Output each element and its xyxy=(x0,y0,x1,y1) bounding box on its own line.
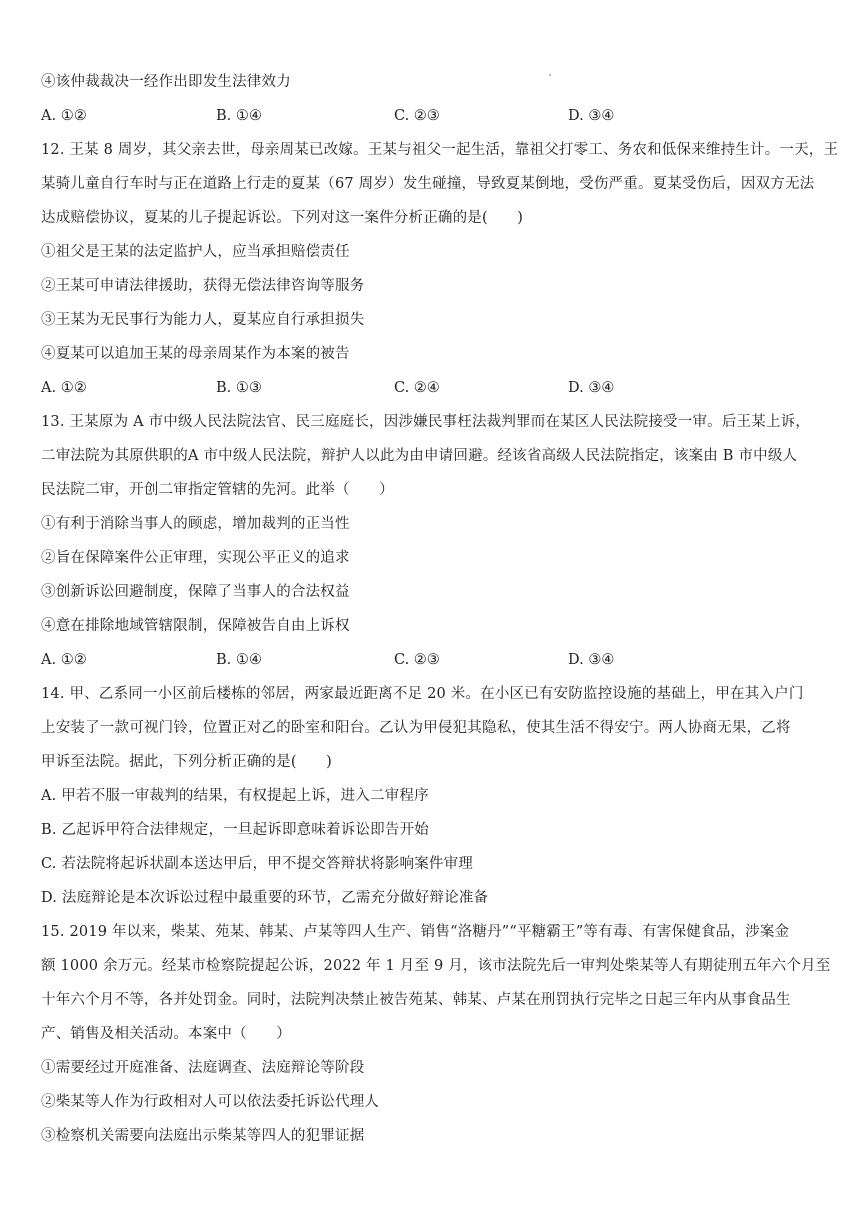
q13-statement-2: ②旨在保障案件公正审理，实现公平正义的追求 xyxy=(41,550,350,566)
q13-stem-line-3: 民法院二审，开创二审指定管辖的先河。此举（ ） xyxy=(41,482,394,498)
q11-option-d: D. ③④ xyxy=(568,108,615,124)
q15-statement-2: ②柴某等人作为行政相对人可以依法委托诉讼代理人 xyxy=(41,1094,380,1110)
q15-stem-line-4: 产、销售及相关活动。本案中（ ） xyxy=(41,1026,291,1042)
q12-option-c: C. ②④ xyxy=(394,380,440,396)
q14-choice-a: A. 甲若不服一审裁判的结果，有权提起上诉，进入二审程序 xyxy=(41,788,429,804)
q13-option-c: C. ②③ xyxy=(394,652,440,668)
q13-statement-3: ③创新诉讼回避制度，保障了当事人的合法权益 xyxy=(41,584,350,600)
q15-stem-line-1: 15. 2019 年以来，柴某、苑某、韩某、卢某等四人生产、销售“洛糖丹”“平糖霸王”等有毒、有害保健食品，涉案金 xyxy=(41,924,790,940)
q12-stem-line-3: 达成赔偿协议，夏某的儿子提起诉讼。下列对这一案件分析正确的是( ) xyxy=(41,210,524,226)
q13-option-b: B. ①④ xyxy=(216,652,262,668)
q13-stem-line-1: 13. 王某原为 A 市中级人民法院法官、民三庭庭长，因涉嫌民事枉法裁判罪而在某区人民法院接受一审。后王某上诉， xyxy=(41,414,811,430)
q12-stem-line-1: 12. 王某 8 周岁，其父亲去世，母亲周某已改嫁。王某与祖父一起生活，靠祖父打零工、务农和低保来维持生计。一天，王 xyxy=(41,142,839,158)
q13-option-a: A. ①② xyxy=(41,652,87,668)
q12-option-a: A. ①② xyxy=(41,380,87,396)
q12-statement-1: ①祖父是王某的法定监护人，应当承担赔偿责任 xyxy=(41,244,350,260)
q14-choice-b: B. 乙起诉甲符合法律规定，一旦起诉即意味着诉讼即告开始 xyxy=(41,822,429,838)
q11-option-b: B. ①④ xyxy=(216,108,262,124)
q12-options xyxy=(41,378,821,398)
q11-options xyxy=(41,106,821,126)
q11-statement-4: ④该仲裁裁决一经作出即发生法律效力 xyxy=(41,74,291,90)
q14-stem-line-1: 14. 甲、乙系同一小区前后楼栋的邻居，两家最近距离不足 20 米。在小区已有安防监控设施的基础上，甲在其入户门 xyxy=(41,686,804,702)
q12-option-d: D. ③④ xyxy=(568,380,615,396)
q13-statement-1: ①有利于消除当事人的顾虑，增加裁判的正当性 xyxy=(41,516,350,532)
q14-choice-d: D. 法庭辩论是本次诉讼过程中最重要的环节，乙需充分做好辩论准备 xyxy=(41,890,489,906)
q15-statement-3: ③检察机关需要向法庭出示柴某等四人的犯罪证据 xyxy=(41,1128,365,1144)
q13-statement-4: ④意在排除地域管辖限制，保障被告自由上诉权 xyxy=(41,618,350,634)
q12-stem-line-2: 某骑儿童自行车时与正在道路上行走的夏某（67 周岁）发生碰撞，导致夏某倒地，受伤严重。夏某受伤后，因双方无法 xyxy=(41,176,815,192)
q15-statement-1: ①需要经过开庭准备、法庭调查、法庭辩论等阶段 xyxy=(41,1060,365,1076)
q12-option-b: B. ①③ xyxy=(216,380,262,396)
q12-statement-3: ③王某为无民事行为能力人，夏某应自行承担损失 xyxy=(41,312,365,328)
q14-stem-line-3: 甲诉至法院。据此，下列分析正确的是( ) xyxy=(41,754,333,770)
q13-option-d: D. ③④ xyxy=(568,652,615,668)
q15-stem-line-3: 十年六个月不等，各并处罚金。同时，法院判决禁止被告苑某、韩某、卢某在刑罚执行完毕之日起三年内从事食品生 xyxy=(41,992,791,1008)
q13-stem-line-2: 二审法院为其原供职的A 市中级人民法院，辩护人以此为由申请回避。经该省高级人民法院指定，该案由 B 市中级人 xyxy=(41,448,798,464)
q11-option-a: A. ①② xyxy=(41,108,87,124)
q12-statement-4: ④夏某可以追加王某的母亲周某作为本案的被告 xyxy=(41,346,350,362)
q14-choice-c: C. 若法院将起诉状副本送达甲后，甲不提交答辩状将影响案件审理 xyxy=(41,856,473,872)
q14-stem-line-2: 上安装了一款可视门铃，位置正对乙的卧室和阳台。乙认为甲侵犯其隐私，使其生活不得安宁。两人协商无果，乙将 xyxy=(41,720,791,736)
q15-stem-line-2: 额 1000 余万元。经某市检察院提起公诉，2022 年 1 月至 9 月，该市法院先后一审判处柴某等人有期徒刑五年六个月至 xyxy=(41,958,831,974)
q13-options xyxy=(41,650,821,670)
q12-statement-2: ②王某可申请法律援助，获得无偿法律咨询等服务 xyxy=(41,278,365,294)
q11-option-c: C. ②③ xyxy=(394,108,440,124)
